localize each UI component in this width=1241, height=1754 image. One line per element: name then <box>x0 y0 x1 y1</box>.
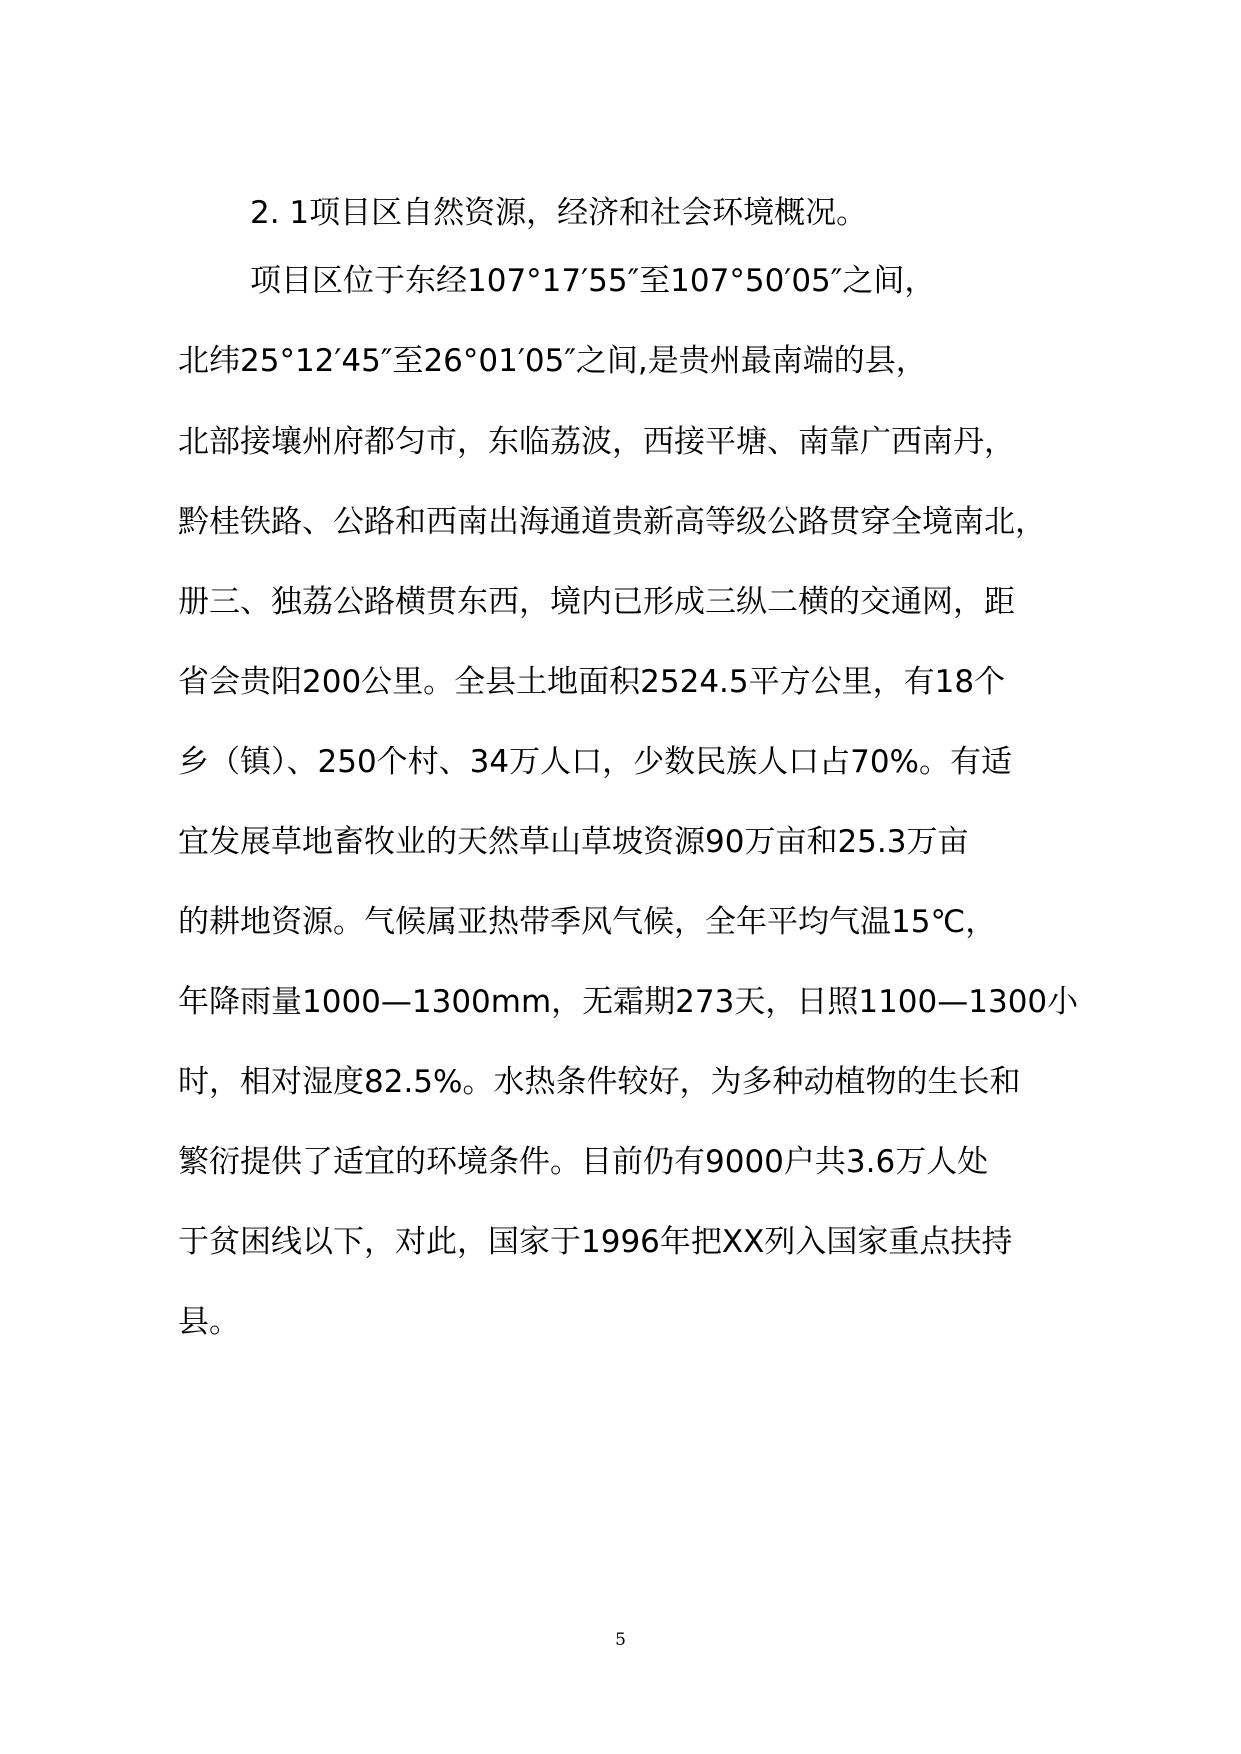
paragraph-line-9: 的耕地资源。气候属亚热带季风气候，全年平均气温15℃， <box>178 904 997 940</box>
paragraph-line-1: 项目区位于东经107°17′55″至107°50′05″之间， <box>250 263 936 299</box>
paragraph-line-13: 于贫困线以下，对此，国家于1996年把XX列入国家重点扶持 <box>178 1224 1013 1260</box>
paragraph-line-7: 乡（镇）、250个村、34万人口，少数民族人口占70%。有适 <box>178 744 1013 780</box>
paragraph-line-14: 县。 <box>178 1304 240 1340</box>
paragraph-line-8: 宜发展草地畜牧业的天然草山草坡资源90万亩和25.3万亩 <box>178 824 969 860</box>
paragraph-line-4: 黔桂铁路、公路和西南出海通道贵新高等级公路贯穿全境南北， <box>178 504 1046 540</box>
paragraph-line-11: 时，相对湿度82.5%。水热条件较好，为多种动植物的生长和 <box>178 1064 1021 1100</box>
paragraph-line-12: 繁衍提供了适宜的环境条件。目前仍有9000户共3.6万人处 <box>178 1144 989 1180</box>
section-heading: 2. 1项目区自然资源，经济和社会环境概况。 <box>250 195 868 231</box>
paragraph-line-5: 册三、独荔公路横贯东西，境内已形成三纵二横的交通网，距 <box>178 584 1015 620</box>
paragraph-line-6: 省会贵阳200公里。全县土地面积2524.5平方公里，有18个 <box>178 664 1006 700</box>
paragraph-line-2: 北纬25°12′45″至26°01′05″之间,是贵州最南端的县， <box>178 343 927 379</box>
paragraph-line-10: 年降雨量1000—1300mm，无霜期273天，日照1100—1300小 <box>178 984 1079 1020</box>
page-number: 5 <box>615 1630 626 1650</box>
paragraph-line-3: 北部接壤州府都匀市，东临荔波，西接平塘、南靠广西南丹， <box>178 424 1015 460</box>
